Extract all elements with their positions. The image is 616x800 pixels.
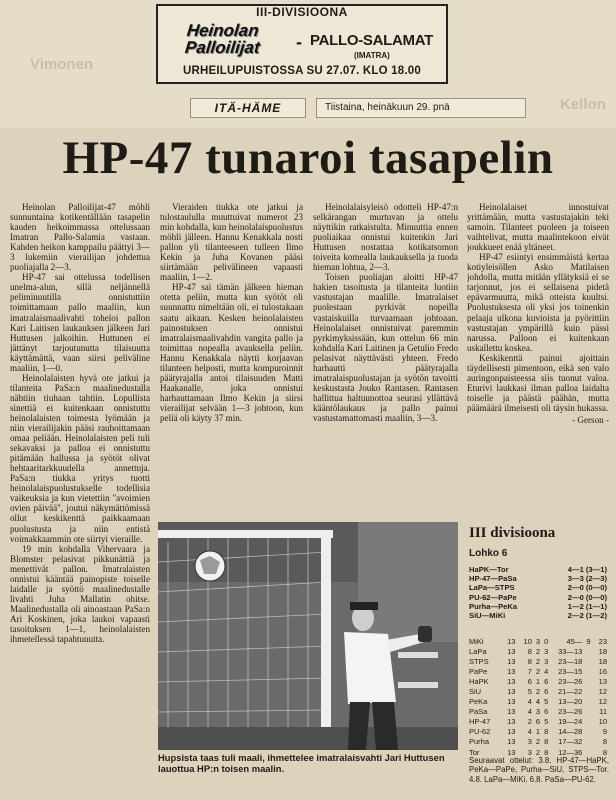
result-row [469, 565, 607, 574]
standings-d: 2 [535, 747, 541, 757]
standings-g2 [582, 707, 590, 717]
standings-p: 13 [507, 646, 516, 656]
result-score: 4—1 (3—1) [567, 565, 607, 575]
heinolan-palloilijat-logo: Heinolan Palloilijat [184, 21, 261, 57]
paragraph: Heinolalaiset innostuivat yrittämään, mutta vastustajakin teki samoin. Tilanteet puoleen ja toiseen vaihtelivat, mutta maalintekoon eivät joukkueet enää yltäneet. [467, 202, 609, 253]
ad-venue-time: URHEILUPUISTOSSA SU 27.07. KLO 18.00 [183, 65, 421, 77]
ad-division-label: III-DIVISIOONA [256, 5, 348, 19]
standings-l: 8 [544, 727, 549, 737]
standings-w: 5 [527, 687, 532, 697]
match-photo [158, 522, 458, 750]
standings-goals: 17—32 [558, 737, 583, 747]
article-column-1 [10, 202, 150, 798]
paragraph: Toisen puoliajan aloitti HP-47 hakien tasoitusta ja tilanteita luotiin vastustajan maalille. Imatralaiset puolestaan pyrkivät nopeilla vastaiskuilla turvaamaan johtoaan. Heinolalaiset onnistuivat paremmin pyrkimyksissään, kun ottelun 66 min kohdalla Kari Laitinen ja Getulio Fredo pelasivat näyttävästi yhteen. Fredo harhautti päätyrajalla imatralaispuolustajan ja syötön tavoitti keskustasta Jouko Rantasen. Rantasen hallittua haltuunottoa seurasi yllättävä kääntölaukaus ja pallo painui vastustamattomasti maaliin, 3—3. [313, 272, 458, 423]
upcoming-matches: Seuraavat ottelut: 3.8. HP-47—HaPK, PeKa—PaPe, Purha—SiU, STPS—Tor. 4.8. LaPa—MiKi. 6.8. PaSa—PU-62. [469, 756, 609, 784]
result-score: 1—2 (1—1) [567, 601, 607, 611]
standings-team: SiU [469, 687, 482, 697]
standings-goals: 23—15 [558, 666, 583, 676]
paragraph: HP-47 sai tämän jälkeen hieman otetta peliin, mutta kun syötöt oli suunnattu nimeltään oli, ei tulostakaan saatu aikaan. Kesken heinolalaisten painostuksen onnistui imatralaismaalivahdin vangita pallo ja toimittaa nopealla avauksella peliin. Hannu Kenakkala näytti korjaavan tilanteen helposti, mutta kompuroinnit päätyrajalla antoi tilaisuuden Matti Haakanalle, joka onnistui harhauttamaan Ilmo Kekin ja siirsi vierailijat selvään 1—3 johtoon, kun peliä oli käyty 37 min. [160, 282, 303, 423]
result-match: HaPK—Tor [469, 565, 509, 575]
standings-row [469, 676, 607, 686]
standings-w: 7 [527, 666, 532, 676]
standings-l: 8 [544, 737, 549, 747]
standings-row [469, 656, 607, 666]
standings-w: 3 [527, 747, 532, 757]
standings-goals: 23—26 [558, 707, 583, 717]
standings-l: 6 [544, 707, 549, 717]
standings-team: MiKi [469, 636, 484, 646]
result-row [469, 593, 607, 602]
standings-goals: 19—24 [558, 717, 583, 727]
standings-g2 [582, 737, 590, 747]
standings-pts: 12 [598, 687, 607, 697]
standings-row [469, 707, 607, 717]
standings-team: PU-62 [469, 727, 491, 737]
standings-p: 13 [507, 676, 516, 686]
result-row [469, 574, 607, 583]
standings-row [469, 697, 607, 707]
standings-team: PaSa [469, 707, 488, 717]
standings-l: 6 [544, 687, 549, 697]
standings-d: 2 [535, 737, 541, 747]
photo-caption: Hupsista taas tuli maali, ihmettelee imatralaisvahti Jari Huttusen lauottua HP:n toisen maalin. [158, 752, 445, 775]
standings-pts: 8 [602, 747, 607, 757]
standings-p: 13 [507, 636, 516, 646]
standings-team: Tor [469, 747, 480, 757]
standings-d: 2 [535, 666, 541, 676]
standings-p: 13 [507, 747, 516, 757]
standings-team: Purha [469, 737, 490, 747]
standings-goals: 14—28 [558, 727, 583, 737]
standings-row [469, 636, 607, 646]
standings-g2 [582, 646, 590, 656]
standings-w: 8 [527, 656, 532, 666]
result-score: 2—0 (0—0) [567, 583, 607, 593]
standings-w: 6 [527, 676, 532, 686]
ad-opponent: PALLO-SALAMAT [310, 32, 434, 49]
article-column-4 [467, 202, 609, 522]
standings-pts: 11 [599, 707, 607, 717]
article-headline: HP-47 tunaroi tasapelin [62, 132, 554, 184]
standings-w: 3 [527, 737, 532, 747]
standings-p: 13 [507, 687, 516, 697]
standings-team: HP-47 [469, 717, 491, 727]
result-score: 2—2 (1—2) [567, 611, 607, 621]
standings-g2 [582, 656, 590, 666]
result-match: Purha—PeKa [469, 601, 518, 611]
result-match: SiU—MiKi [469, 611, 506, 621]
result-match: PU-62—PaPe [469, 592, 517, 602]
paragraph: HP-47 esiintyi ensimmäistä kertaa kotiyleisöllen Asko Matilaisen johdolla, mutta mitään yllätyksiä ei se tarjonnut, jos ei sellaisena pidetä epävarmuutta, mikä otteista kuultsi. Puolustuksesta oli yksi jos toinenkin pelaaja ulkona kuvioista ja pyörittiin vastustajan ympärillä kuin pässi narussa. Palloon ei kuitenkaan uskallettu koskea. [467, 252, 609, 353]
standings-p: 13 [507, 656, 516, 666]
standings-p: 13 [507, 737, 516, 747]
standings-row [469, 666, 607, 676]
result-row [469, 602, 607, 611]
standings-w: 4 [527, 707, 532, 717]
match-advertisement [156, 4, 448, 84]
standings-d: 3 [535, 707, 541, 717]
standings-pts: 8 [602, 737, 607, 747]
standings-g2 [582, 727, 590, 737]
result-row [469, 583, 607, 592]
standings-goals: 33—13 [558, 646, 583, 656]
standings-pts: 18 [598, 656, 607, 666]
paragraph: Keskikenttä painui ajoittain täydellisesti pimentoon, eikä sen valo auringonpaisteessa siis tuonut valoa. Eturivi laukkasi ilman palloa laidalta toiselle ja päästä päähän, mutta päämäärä ilmeisesti oli täysin hukassa. [467, 352, 609, 413]
standings-goals: 13—20 [558, 697, 583, 707]
standings-p: 13 [507, 697, 516, 707]
publication-date: Tiistaina, heinäkuun 29. pnä [316, 98, 526, 118]
standings-team: STPS [469, 656, 489, 666]
newspaper-name: ITÄ-HÄME [190, 98, 306, 118]
standings-d: 2 [535, 656, 541, 666]
standings-p: 13 [507, 717, 516, 727]
standings-row [469, 717, 607, 727]
standings-l: 5 [544, 697, 549, 707]
paragraph: Heinolan Palloilijat-47 möhli sunnuntaina kotikentällään tasapelin kauden heikoimmassa ottelussaan Imatran Pallo-Salamia vastaan. Kahden heikon kamppailu päättyi 3—3 lukemiin vierailijan johdettua puoliajalla 2—3. [10, 202, 150, 273]
standings-g2: 9 [586, 636, 591, 646]
paragraph: Heinolalaisten hyvä ote jatkui ja tilanteita PaSa:n maalinedustalla nähtiin tiuhaan tahtiin. Lopullista sinettiä ei kuitenkaan onnistuttu heinolalaisten toimesta lyömään ja niin vierailijakin pääsi rauhoittamaan omaa peliään. Heinolalaisten peli tuli sekavaksi ja palloa ei onnistuttu pitämään hallussa ja syötöt olivat hehtaaritarkkuudella annettuja. PaSa:n tiukka yritys tuotti heinolalaispuolustukselle todellisia vaikeuksia ja kun vietettiin "avoimien ovien päivää", joutui näkymättömissä ollut keskikenttä paikkaamaan puolustusta ja niin entistä voimakkaammin ote siirtyi vieraille. [10, 372, 150, 544]
standings-p: 13 [507, 707, 516, 717]
standings-w: 8 [527, 646, 532, 656]
standings-d: 4 [535, 697, 541, 707]
ad-opponent-city: (IMATRA) [354, 51, 390, 60]
standings-d: 6 [535, 717, 541, 727]
standings-team: HaPK [469, 676, 489, 686]
standings-d: 3 [535, 636, 541, 646]
article-column-2 [160, 202, 303, 518]
standings-l: 3 [544, 646, 549, 656]
standings-l: 8 [544, 747, 549, 757]
standings-g2 [582, 717, 590, 727]
standings-pts: 13 [598, 676, 607, 686]
result-row [469, 611, 607, 620]
division-heading: III divisioona [469, 525, 556, 541]
standings-w: 10 [523, 636, 532, 646]
standings-row [469, 727, 607, 737]
standings-team: PeKa [469, 697, 488, 707]
standings-table [469, 636, 607, 757]
paragraph: Vieraiden tiukka ote jatkui ja tulostaululla muuttuivat numerot 23 min kohdalla, kun heinolalaispuolustus möhli jälleen. Hannu Kenakkala nosti pallon yli tilanteeseen tulleen Ilmo Kekin ja Juha Kovanen pääsi siirtämään pelivälineen vapaasti maaliin, 1—2. [160, 202, 303, 283]
standings-l: 3 [544, 656, 549, 666]
standings-pts: 18 [598, 646, 607, 656]
standings-team: LaPa [469, 646, 487, 656]
standings-d: 1 [535, 676, 541, 686]
standings-g2 [582, 686, 590, 696]
standings-goals: 23—26 [558, 676, 583, 686]
results-table [469, 565, 607, 620]
standings-w: 4 [527, 727, 532, 737]
bleed-through-text-right: Kellon [560, 96, 606, 113]
standings-w: 2 [527, 717, 532, 727]
result-match: LaPa—STPS [469, 583, 515, 593]
ad-dash: - [296, 32, 302, 52]
standings-pts: 9 [602, 727, 607, 737]
standings-pts: 16 [598, 666, 607, 676]
standings-g2 [582, 676, 590, 686]
paragraph: 19 min kohdalla Vihervaara ja Blomster pelasivat pikkunättiä ja menettivät pallon. Imatralaisten onnistui kääntää painopiste toiselle laidalle ja syöttö maalinedustalle livahti Juha Mallatin ohitse. Maalinedustalla oli ainoastaan PaSa:n Ari Koskinen, joka laukoi vapaasti tasoituksen 1—1, heinolalaisten ihmetellessä tapahtunutta. [10, 543, 150, 645]
standings-row [469, 646, 607, 656]
standings-goals: 12—36 [558, 747, 583, 757]
standings-d: 2 [535, 687, 541, 697]
standings-l: 0 [544, 636, 549, 646]
author-signature: - Gerson - [572, 414, 609, 425]
paragraph: Heinolalaisyleisö odotteli HP-47:n selkärangan murtuvan ja ottelu näyttikin ratkaistulta. Minuuttia ennen puoliaikaa onnistui kuitenkin Jari Huttusen nostattaa kotikatsomon toiveita komealla laukauksella ja tuoda hieman lohtua, 2—3. [313, 202, 458, 273]
paragraph: HP-47 sai ottelussa todellisen unelma-alun, sillä neljännellä peliminuutilla onnistuttiin toimittamaan pallo maaliin, kun imatralaismaalivahti toheloi pallon Kari Laitisen laukauksen jälkeen Jari Huttusen jalkoihin. Huttunen ei jättänyt tarjoutunutta tilaisuutta käyttämättä, vaan siirsi peliväline maaliin, 1—0. [10, 272, 150, 373]
article-column-3 [313, 202, 458, 518]
standings-w: 4 [527, 697, 532, 707]
standings-goals: 21—22 [558, 687, 583, 697]
standings-goals: 45— [566, 636, 583, 646]
standings-team: PaPe [469, 666, 488, 676]
standings-l: 6 [544, 676, 549, 686]
standings-row [469, 686, 607, 696]
standings-row [469, 737, 607, 747]
standings-d: 1 [535, 727, 541, 737]
standings-goals: 23—18 [558, 656, 583, 666]
standings-g2 [582, 697, 590, 707]
standings-d: 2 [535, 646, 541, 656]
standings-pts: 10 [598, 717, 607, 727]
result-score: 2—0 (0—0) [567, 592, 607, 602]
standings-p: 13 [507, 727, 516, 737]
group-label: Lohko 6 [469, 548, 508, 559]
standings-g2 [582, 666, 590, 676]
standings-pts: 12 [598, 697, 607, 707]
bleed-through-text-left: Vimonen [30, 56, 94, 73]
result-match: HP-47—PaSa [469, 574, 517, 584]
standings-pts: 23 [598, 636, 607, 646]
standings-l: 5 [544, 717, 549, 727]
standings-p: 13 [507, 666, 516, 676]
standings-l: 4 [544, 666, 549, 676]
result-score: 3—3 (2—3) [567, 574, 607, 584]
goalkeeper-photo-illustration [158, 522, 458, 750]
